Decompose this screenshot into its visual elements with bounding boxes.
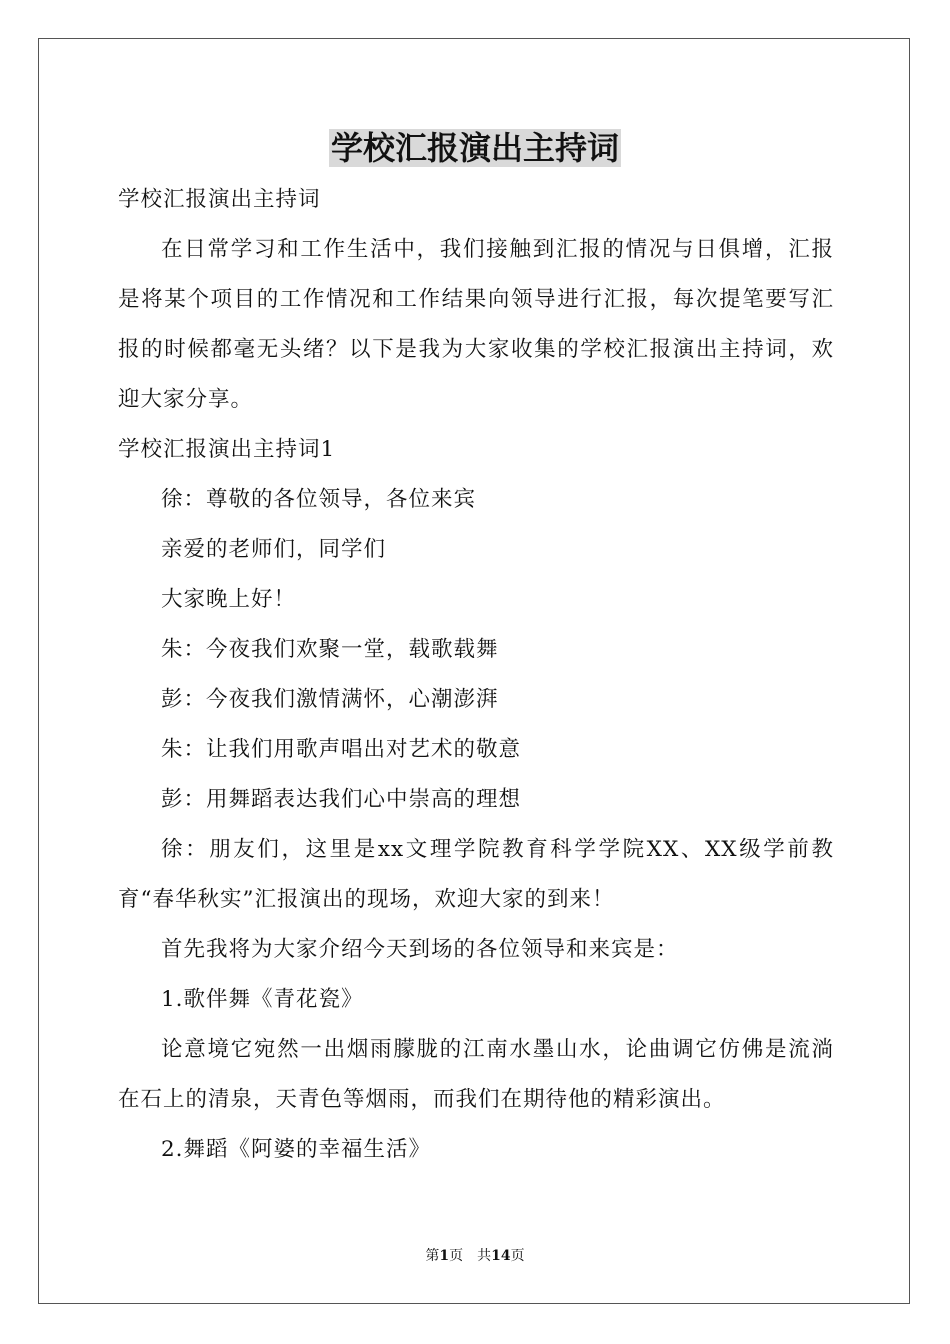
paragraph: 徐：尊敬的各位领导，各位来宾 [161, 487, 477, 512]
paragraph: 学校汇报演出主持词 [118, 187, 321, 212]
page-footer [0, 1246, 950, 1266]
paragraph: 彭：今夜我们激情满怀，心潮澎湃 [161, 687, 499, 712]
document-title-text: 学校汇报演出主持词 [330, 129, 619, 167]
paragraph: 徐：朋友们，这里是xx文理学院教育科学学院XX、XX级学前教育“春华秋实”汇报演出的现场，欢迎大家的到来！ [118, 837, 834, 912]
paragraph: 亲爱的老师们，同学们 [161, 537, 387, 562]
paragraph: 朱：今夜我们欢聚一堂，载歌载舞 [161, 637, 499, 662]
paragraph: 彭：用舞蹈表达我们心中崇高的理想 [161, 787, 522, 812]
footer-total-suffix: 页 [510, 1248, 525, 1264]
footer-page-prefix: 第 [425, 1248, 440, 1264]
document-title [0, 126, 950, 170]
paragraph: 学校汇报演出主持词1 [118, 437, 336, 462]
document-body [118, 175, 834, 1175]
footer-page-number: 1 [439, 1248, 450, 1264]
paragraph: 论意境它宛然一出烟雨朦胧的江南水墨山水，论曲调它仿佛是流淌在石上的清泉，天青色等烟雨，而我们在期待他的精彩演出。 [118, 1037, 834, 1112]
footer-total-pages: 14 [491, 1248, 511, 1264]
paragraph: 在日常学习和工作生活中，我们接触到汇报的情况与日俱增，汇报是将某个项目的工作情况和工作结果向领导进行汇报，每次提笔要写汇报的时候都毫无头绪？以下是我为大家收集的学校汇报演出主持词，欢迎大家分享。 [118, 237, 834, 412]
paragraph: 2.舞蹈《阿婆的幸福生活》 [161, 1137, 432, 1162]
footer-total-prefix: 共 [477, 1248, 492, 1264]
paragraph: 朱：让我们用歌声唱出对艺术的敬意 [161, 737, 522, 762]
paragraph: 首先我将为大家介绍今天到场的各位领导和来宾是： [161, 937, 679, 962]
paragraph: 大家晚上好！ [161, 587, 297, 612]
paragraph: 1.歌伴舞《青花瓷》 [161, 987, 364, 1012]
footer-page-suffix: 页 [449, 1248, 464, 1264]
